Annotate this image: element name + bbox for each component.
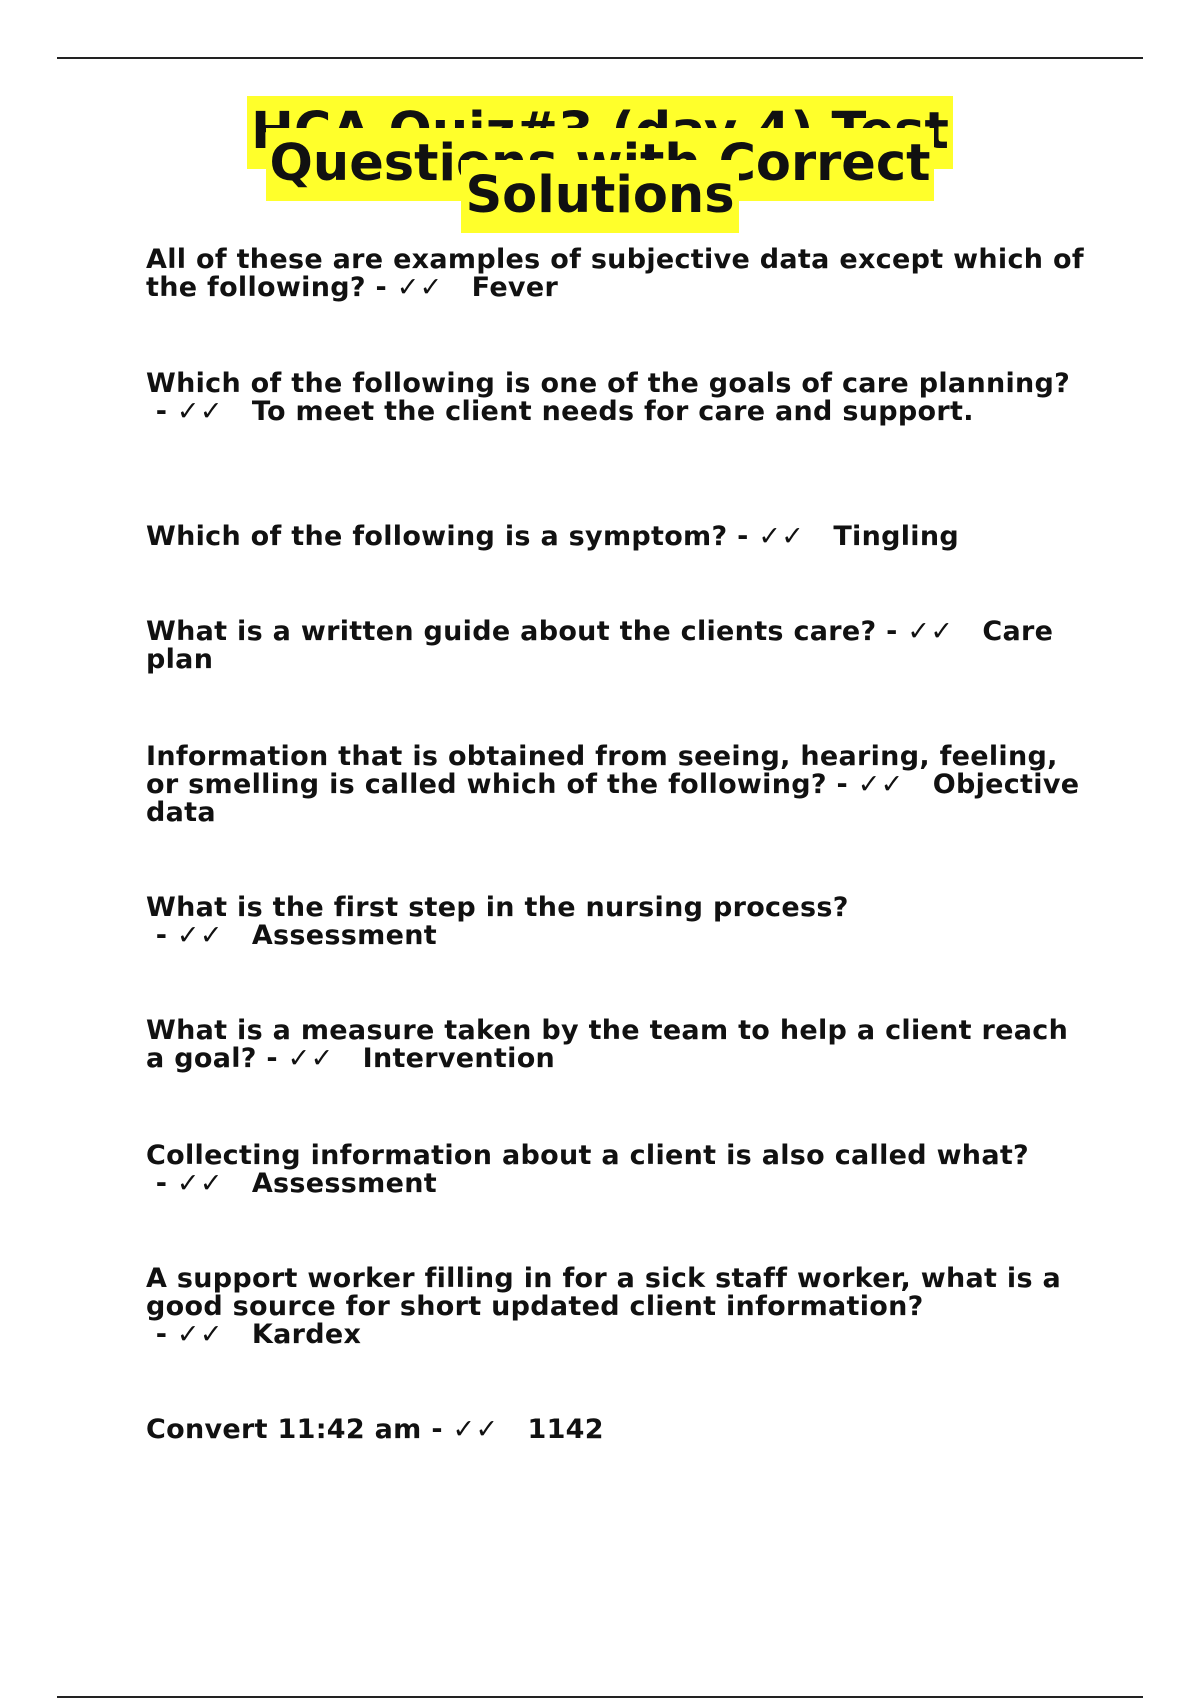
qa-item bbox=[146, 743, 1086, 827]
question-text: Which of the following is a symptom? bbox=[146, 521, 728, 552]
answer-text: Tingling bbox=[833, 521, 959, 552]
qa-item bbox=[146, 523, 1086, 551]
question-text: What is a written guide about the clients care? bbox=[146, 616, 877, 647]
check-marks-icon: - ✓✓ bbox=[876, 616, 983, 647]
answer-text: Intervention bbox=[362, 1043, 556, 1074]
qa-item bbox=[146, 370, 1086, 426]
question-text: Convert 11:42 am bbox=[146, 1414, 422, 1445]
document-title bbox=[160, 102, 1040, 225]
check-marks-icon: - ✓✓ bbox=[727, 521, 834, 552]
check-marks-icon: - ✓✓ bbox=[146, 1319, 252, 1350]
question-text: Collecting information about a client is also called what? bbox=[146, 1140, 1030, 1171]
qa-item bbox=[146, 1017, 1086, 1073]
question-text: What is a measure taken by the team to help a client reach a goal? bbox=[146, 1015, 1069, 1074]
qa-item bbox=[146, 1142, 1086, 1198]
answer-text: Objective data bbox=[146, 769, 1080, 828]
qa-item bbox=[146, 1265, 1086, 1349]
check-marks-icon: - ✓✓ bbox=[421, 1414, 528, 1445]
check-marks-icon: - ✓✓ bbox=[146, 1168, 252, 1199]
check-marks-icon: - ✓✓ bbox=[146, 920, 252, 951]
question-text: Information that is obtained from seeing, hearing, feeling, or smelling is called which of the following? bbox=[146, 741, 1058, 800]
answer-text: Care plan bbox=[146, 616, 1054, 675]
answer-text: Kardex bbox=[251, 1319, 362, 1350]
qa-item bbox=[146, 618, 1086, 674]
qa-item bbox=[146, 894, 1086, 950]
question-text: Which of the following is one of the goals of care planning? bbox=[146, 368, 1071, 399]
answer-text: Fever bbox=[471, 272, 559, 303]
qa-item bbox=[146, 246, 1086, 302]
answer-text: To meet the client needs for care and support. bbox=[251, 396, 974, 427]
answer-text: Assessment bbox=[251, 920, 437, 951]
answer-text: 1142 bbox=[527, 1414, 604, 1445]
bottom-rule bbox=[57, 1696, 1143, 1698]
question-text: What is the first step in the nursing process? bbox=[146, 892, 849, 923]
check-marks-icon: - ✓✓ bbox=[146, 396, 252, 427]
answer-text: Assessment bbox=[251, 1168, 437, 1199]
check-marks-icon: - ✓✓ bbox=[826, 769, 933, 800]
qa-item bbox=[146, 1416, 1086, 1444]
top-rule bbox=[57, 57, 1143, 59]
check-marks-icon: - ✓✓ bbox=[365, 272, 472, 303]
question-text: All of these are examples of subjective data except which of the following? bbox=[146, 244, 1084, 303]
check-marks-icon: - ✓✓ bbox=[256, 1043, 363, 1074]
document-title-text: HCA Quiz#3 (day 4) Test Questions with Correct Solutions bbox=[247, 96, 953, 233]
question-text: A support worker filling in for a sick staff worker, what is a good source for short updated client information? bbox=[146, 1263, 1062, 1322]
